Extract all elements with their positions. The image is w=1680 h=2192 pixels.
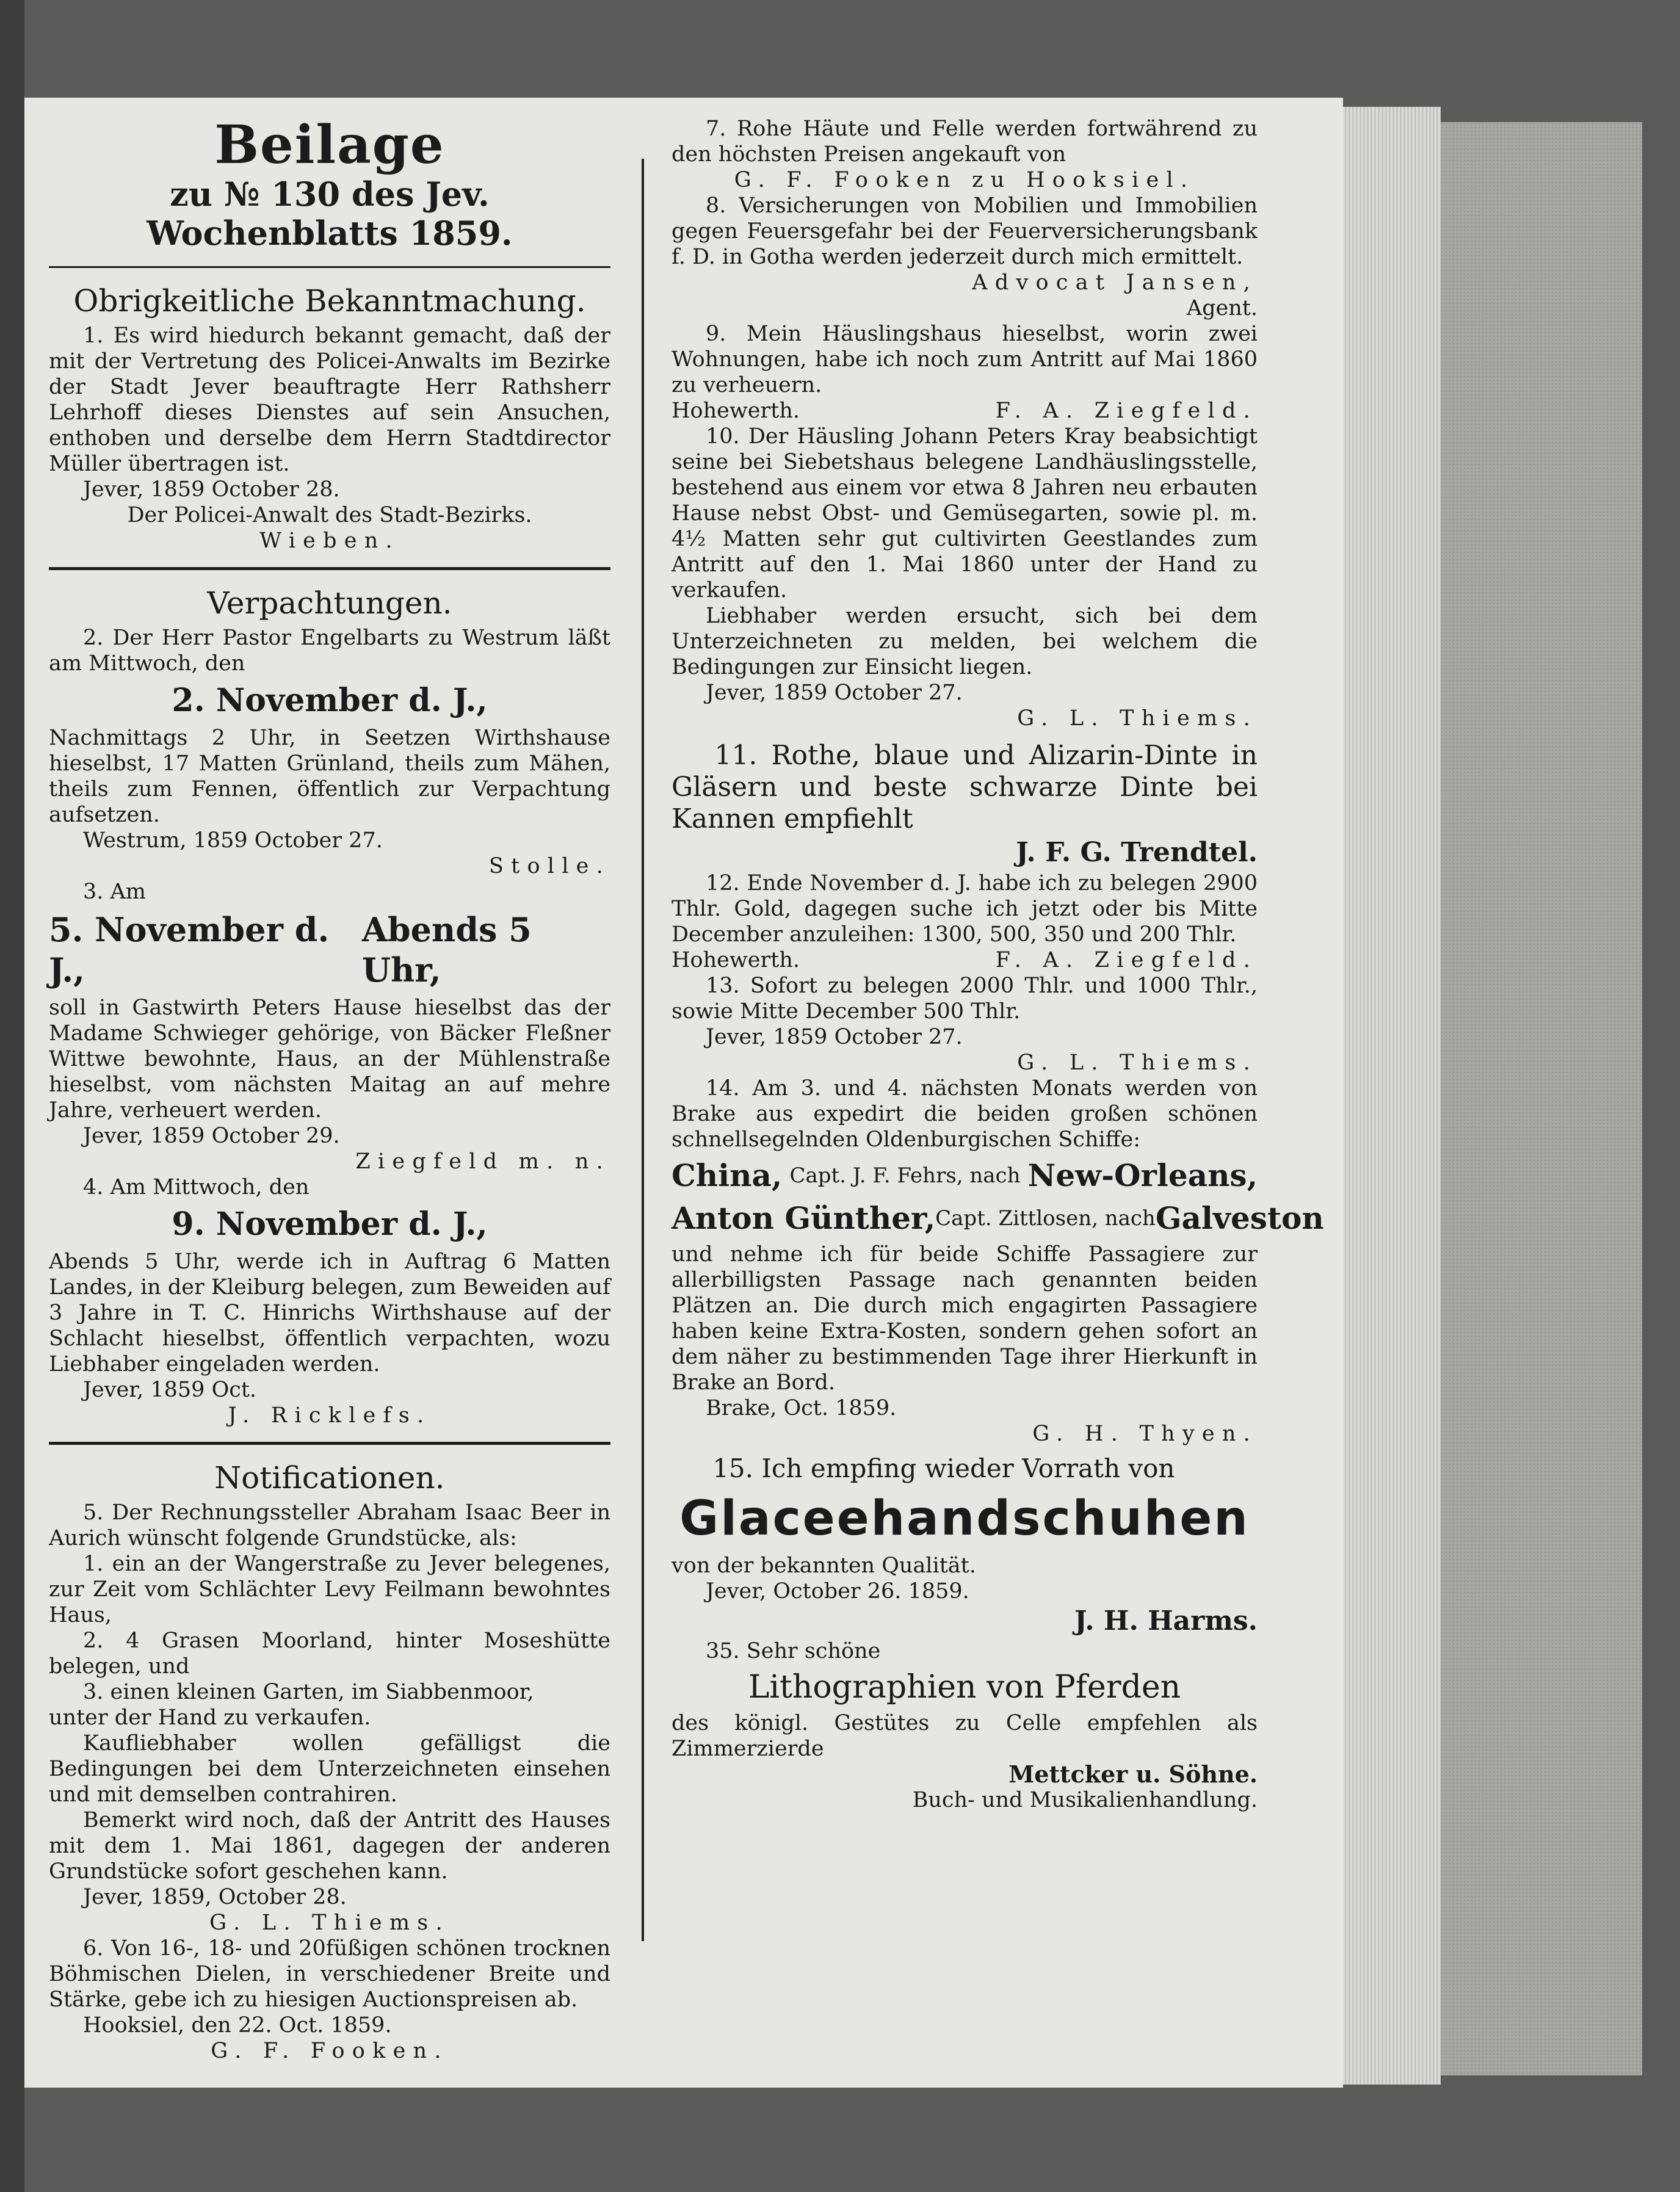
notice-big-date: 5. November d. J., bbox=[49, 910, 330, 989]
notice-date: Jever, 1859 October 27. bbox=[706, 1025, 963, 1049]
notice-role: Agent. bbox=[1186, 296, 1258, 320]
list-item: 2. 4 Grasen Moorland, hinter Moseshütte belegen, und bbox=[49, 1629, 610, 1679]
notice-signature: G. L. Thiems. bbox=[1017, 1051, 1258, 1075]
notice-signature: G. F. Fooken. bbox=[211, 2039, 449, 2063]
notice-text: Bemerkt wird noch, daß der Antritt des Hauses mit dem 1. Mai 1861, dagegen der anderen Grundstücke sofort geschehen kann. bbox=[49, 1808, 610, 1884]
column-divider bbox=[642, 159, 644, 1941]
notice-date: Jever, 1859, October 28. bbox=[83, 1885, 347, 1909]
divider bbox=[49, 567, 610, 570]
notice-intro: 3. Am bbox=[83, 880, 146, 904]
list-item: 1. ein an der Wangerstraße zu Jever belegenes, zur Zeit vom Schlächter Levy Feilmann bewohntes Haus, bbox=[49, 1552, 610, 1627]
notice-firm: Mettcker u. Söhne. bbox=[1008, 1760, 1258, 1788]
notice-signature: Wieben. bbox=[259, 529, 400, 553]
notice-date: Jever, October 26. 1859. bbox=[706, 1579, 969, 1604]
notice-signature: J. H. Harms. bbox=[1074, 1605, 1258, 1637]
notice-6 bbox=[49, 1936, 610, 2064]
notice-place: Hohewerth. bbox=[672, 399, 800, 423]
ship-captain: Capt. J. F. Fehrs, nach bbox=[789, 1163, 1021, 1188]
ship-name: Anton Günther, bbox=[672, 1200, 936, 1236]
ship-line bbox=[672, 1199, 1324, 1238]
notice-footer bbox=[672, 947, 1258, 973]
notice-date: Hooksiel, den 22. Oct. 1859. bbox=[83, 2013, 392, 2038]
notice-15 bbox=[672, 1453, 1258, 1638]
notice-signature: G. H. Thyen. bbox=[1032, 1422, 1258, 1446]
notice-text: von der bekannten Qualität. bbox=[672, 1554, 976, 1578]
left-column bbox=[49, 116, 610, 2064]
notice-text: und nehme ich für beide Schiffe Passagiere zur allerbilligsten Passage nach genannten beiden Plätzen an. Die durch mich engagirten Passagiere haben keine Extra-Kosten, sondern gehen sofort an dem näher zu bestimmenden Tage ihrer Hierkunft in Brake an Bord. bbox=[672, 1242, 1258, 1395]
notice-text: soll in Gastwirth Peters Hause hieselbst das der Madame Schwieger gehörige, von Bäcker Fleßner Wittwe bewohnte, Haus, an der Mühlenstraße hieselbst, vom nächsten Maitag an auf mehre Jahre, verheuert werden. bbox=[49, 996, 610, 1123]
notice-text: 12. Ende November d. J. habe ich zu belegen 2900 Thlr. Gold, dagegen suche ich jetzt oder bis Mitte December anzuleihen: 1300, 500, 350 und 200 Thlr. bbox=[672, 871, 1258, 947]
notice-35 bbox=[672, 1638, 1258, 1813]
notice-8 bbox=[672, 193, 1258, 321]
notice-date: Westrum, 1859 October 27. bbox=[83, 828, 383, 853]
notice-text: Liebhaber werden ersucht, sich bei dem Unterzeichneten zu melden, bei welchem die Bedingungen zur Einsicht liegen. bbox=[672, 604, 1258, 679]
notice-signature: Stolle. bbox=[488, 854, 610, 878]
notice-text: 8. Versicherungen von Mobilien und Immobilien gegen Feuersgefahr bei der Feuerversicherungsbank f. D. in Gotha werden jederzeit durch mich ermittelt. bbox=[672, 194, 1258, 269]
notice-text: Nachmittags 2 Uhr, in Seetzen Wirthshause hieselbst, 17 Matten Grünland, theils zum Mähen, theils zum Fennen, öffentlich zur Verpachtung aufsetzen. bbox=[49, 726, 610, 827]
notice-text: Abends 5 Uhr, werde ich in Auftrag 6 Matten Landes, in der Kleiburg belegen, zum Beweiden auf 3 Jahre in T. C. Hinrichs Wirthshause auf der Schlacht hieselbst, öffentlich verpachten, wozu Liebhaber eingeladen werden. bbox=[49, 1250, 610, 1376]
notice-big-time: Abends 5 Uhr, bbox=[361, 910, 532, 989]
notice-date: Jever, 1859 October 28. bbox=[83, 477, 340, 502]
notice-12 bbox=[672, 870, 1258, 973]
ship-destination: Galveston bbox=[1155, 1200, 1324, 1236]
section-heading-official: Obrigkeitliche Bekanntmachung. bbox=[73, 283, 586, 319]
right-column bbox=[672, 116, 1324, 1813]
notice-signature: Advocat Jansen, bbox=[972, 270, 1258, 295]
notice-2 bbox=[49, 625, 610, 879]
divider bbox=[49, 1442, 610, 1445]
notice-5 bbox=[49, 1500, 610, 1936]
notice-date: Jever, 1859 October 27. bbox=[706, 681, 963, 705]
notice-date: Brake, Oct. 1859. bbox=[706, 1396, 897, 1420]
notice-signature: J. Ricklefs. bbox=[228, 1403, 432, 1428]
notice-text: 10. Der Häusling Johann Peters Kray beabsichtigt seine bei Siebetshaus belegene Landhäuslingsstelle, bestehend aus einem vor etwa 8 Jahren neu erbauten Hause nebst Obst- und Gemüsegarten, sowie pl. m. 4½ Matten sehr gut cultivirten Geestlandes zum Antritt auf den 1. Mai 1860 unter der Hand zu verkaufen. bbox=[672, 424, 1258, 602]
section-heading-leases: Verpachtungen. bbox=[207, 585, 452, 621]
notice-signature: F. A. Ziegfeld. bbox=[995, 948, 1258, 972]
notice-text: 13. Sofort zu belegen 2000 Thlr. und 1000 Thlr., sowie Mitte December 500 Thlr. bbox=[672, 974, 1258, 1024]
notice-text: 1. Es wird hiedurch bekannt gemacht, daß der mit der Vertretung des Policei-Anwalts im Bezirke der Stadt Jever beauftragte Herr Rathsherr Lehrhoff dieses Dienstes auf sein Ansuchen, enthoben und derselbe dem Herrn Stadtdirector Müller übertragen ist. bbox=[49, 324, 610, 476]
notice-firm-sub: Buch- und Musikalienhandlung. bbox=[912, 1788, 1258, 1812]
notice-7 bbox=[672, 116, 1258, 193]
notice-signature: F. A. Ziegfeld. bbox=[995, 399, 1258, 423]
notice-text: 7. Rohe Häute und Felle werden fortwährend zu den höchsten Preisen angekauft von bbox=[672, 117, 1258, 167]
notice-big-date: 2. November d. J., bbox=[172, 682, 488, 719]
notice-signature: G. L. Thiems. bbox=[209, 1911, 450, 1935]
notice-text: Kaufliebhaber wollen gefälligst die Bedingungen bei dem Unterzeichneten einsehen und mit demselben contrahiren. bbox=[49, 1731, 610, 1807]
notice-big-date: 9. November d. J., bbox=[172, 1206, 488, 1243]
notice-10 bbox=[672, 424, 1258, 731]
notice-intro: 2. Der Herr Pastor Engelbarts zu Westrum läßt am Mittwoch, den bbox=[49, 626, 610, 676]
notice-9 bbox=[672, 321, 1258, 424]
notice-date: Jever, 1859 Oct. bbox=[83, 1378, 257, 1402]
ship-name: China, bbox=[672, 1157, 783, 1193]
notice-signature: Ziegfeld m. n. bbox=[355, 1149, 610, 1174]
notice-big-product: Glaceehandschuhen bbox=[679, 1491, 1250, 1546]
notice-1 bbox=[49, 323, 610, 554]
notice-signature: J. F. G. Trendtel. bbox=[1016, 837, 1258, 868]
book-cover bbox=[1441, 122, 1642, 2075]
ship-captain: Capt. Zittlosen, nach bbox=[935, 1206, 1156, 1231]
notice-intro: 5. Der Rechnungssteller Abraham Isaac Beer in Aurich wünscht folgende Grundstücke, als: bbox=[49, 1500, 610, 1550]
list-item: 3. einen kleinen Garten, im Siabbenmoor, bbox=[83, 1680, 534, 1704]
notice-intro: 35. Sehr schöne bbox=[706, 1639, 881, 1663]
notice-big-product: Lithographien von Pferden bbox=[748, 1669, 1181, 1705]
notice-14 bbox=[672, 1076, 1324, 1447]
notice-date: Jever, 1859 October 29. bbox=[83, 1124, 340, 1148]
divider bbox=[49, 266, 610, 268]
page-edges bbox=[1343, 107, 1441, 2085]
notice-4 bbox=[49, 1174, 610, 1428]
notice-3 bbox=[49, 879, 610, 1174]
notice-intro: 4. Am Mittwoch, den bbox=[83, 1175, 310, 1199]
notice-office: Der Policei-Anwalt des Stadt-Bezirks. bbox=[127, 503, 532, 527]
book-gutter bbox=[0, 0, 24, 2192]
notice-text: unter der Hand zu verkaufen. bbox=[49, 1705, 371, 1730]
notice-signature: G. F. Fooken zu Hooksiel. bbox=[734, 168, 1195, 192]
notice-text: 11. Rothe, blaue und Alizarin-Dinte in Gläsern und beste schwarze Dinte bei Kannen empfiehlt bbox=[672, 740, 1258, 834]
notice-intro: 15. Ich empfing wieder Vorrath von bbox=[712, 1453, 1175, 1483]
notice-text: 14. Am 3. und 4. nächsten Monats werden von Brake aus expedirt die beiden großen schönen schnellsegelnden Oldenburgischen Schiffe: bbox=[672, 1076, 1258, 1152]
page-title: Beilage bbox=[214, 114, 445, 176]
notice-13 bbox=[672, 973, 1258, 1076]
notice-signature: G. L. Thiems. bbox=[1017, 706, 1258, 731]
notice-place: Hohewerth. bbox=[672, 948, 800, 972]
notice-text: 9. Mein Häuslingshaus hieselbst, worin zwei Wohnungen, habe ich noch zum Antritt auf Mai 1860 zu verheuern. bbox=[672, 322, 1258, 397]
notice-text: 6. Von 16-, 18- und 20füßigen schönen trocknen Böhmischen Dielen, in verschiedener Breite und Stärke, gebe ich zu hiesigen Auctionspreisen ab. bbox=[49, 1936, 610, 2012]
ship-line bbox=[672, 1156, 1258, 1195]
page-subtitle: zu № 130 des Jev. Wochenblatts 1859. bbox=[147, 175, 513, 253]
ship-destination: New-Orleans, bbox=[1027, 1157, 1258, 1193]
notice-big-line bbox=[49, 910, 610, 990]
notice-footer bbox=[672, 398, 1258, 424]
section-heading-notifications: Notificationen. bbox=[214, 1460, 445, 1496]
notice-text: des königl. Gestütes zu Celle empfehlen als Zimmerzierde bbox=[672, 1711, 1258, 1761]
notice-11 bbox=[672, 740, 1258, 870]
